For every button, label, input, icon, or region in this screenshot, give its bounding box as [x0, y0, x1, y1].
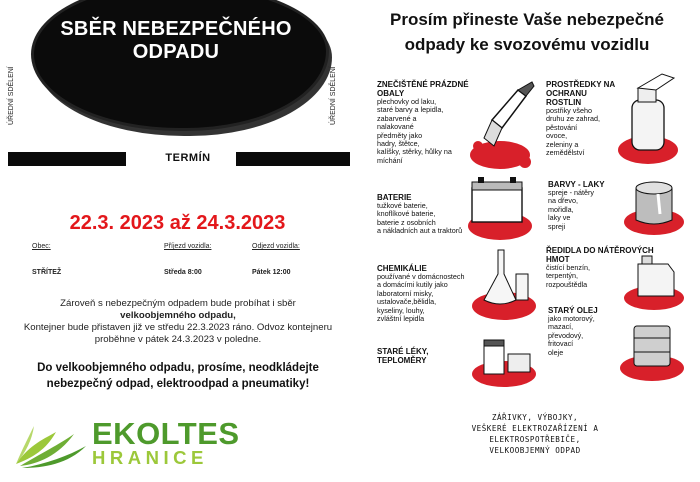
- paint-brush-icon: [470, 80, 540, 175]
- collection-dates: 22.3. 2023 až 24.3.2023: [69, 212, 286, 234]
- spray-bottle-icon: [618, 70, 688, 170]
- warning-text: Do velkoobjemného odpadu, prosíme, neodkládejte nebezpečný odpad, elektroodpad a pneumatiky!: [37, 362, 319, 390]
- bottom-notice: ZÁŘIVKY, VÝBOJKY, VEŠKERÉ ELEKTROZAŘÍZENÍ A ELEKTROSPOTŘEBIČE, VELKOOBJEMNÝ ODPAD: [471, 413, 599, 455]
- category-packaging: ZNEČIŠTĚNÉ PRÁZDNÉ OBALY plechovky od laku, staré barvy a lepidla, zabarvené a nalakované předměty jako hadry, štětce, kalíšky, stěrky, hůlky na míchání: [377, 80, 469, 165]
- car-battery-icon: [462, 174, 534, 244]
- logo-name: EKOLTES: [92, 416, 240, 451]
- info-paragraph: Zároveň s nebezpečným odpadem bude probíhat i sběr velkoobjemného odpadu, Kontejner bude přistaven již ve středu 22.3.2023 ráno. Odvoz kontejneru proběhne v pátek 24.3.2023 v poledne.: [23, 298, 333, 345]
- black-bar-left: [8, 152, 126, 166]
- oil-barrel-icon: [616, 316, 688, 386]
- termin-label: TERMÍN: [165, 152, 211, 164]
- medicine-icon: [468, 334, 540, 390]
- category-old-oil: STARÝ OLEJ jako motorový, mazací, převodový, fritovací oleje: [548, 306, 598, 357]
- category-chemicals: CHEMIKÁLIE používané v domácnostech a domácími kutily jako laboratorní misky, ustalovače,bělidla, kyseliny, louhy, zvláštní lepidla: [377, 264, 465, 324]
- category-batteries: BATERIE tužkové baterie, knoflíkové baterie, baterie z osobních a nákladních aut a traktorů: [377, 193, 463, 236]
- category-thinners: ŘEDIDLA DO NÁTĚROVÝCH HMOT čistící benzín, terpentýn, rozpouštědla: [546, 246, 654, 289]
- header-obec: Obec:: [32, 243, 51, 250]
- value-prijezd: Středa 8:00: [164, 269, 202, 276]
- value-odjezd: Pátek 12:00: [252, 269, 291, 276]
- canister-icon: [622, 250, 688, 312]
- vertical-label-left: ÚŘEDNÍ SDĚLENÍ: [8, 66, 15, 125]
- vertical-label-right: ÚŘEDNÍ SDĚLENÍ: [330, 66, 337, 125]
- header-odjezd: Odjezd vozidla:: [252, 243, 300, 250]
- leaf-logo-icon: [12, 420, 90, 470]
- black-bar-right: [236, 152, 350, 166]
- category-paints: BARVY - LAKY spreje - nátěry na dřevo, mořidla, laky ve spreji: [548, 180, 605, 231]
- category-medicines: STARÉ LÉKY, TEPLOMĚRY: [377, 347, 429, 365]
- paint-can-icon: [622, 176, 688, 238]
- lab-flask-icon: [470, 244, 540, 324]
- category-plant-protection: PROSTŘEDKY NA OCHRANU ROSTLIN postřiky všeho druhu ze zahrad, pěstování ovoce, zeleniny a zemědělství: [546, 80, 616, 158]
- header-prijezd: Příjezd vozidla:: [164, 243, 212, 250]
- logo-city: HRANICE: [92, 447, 208, 468]
- poster-title: SBĚR NEBEZPEČNÉHO ODPADU: [60, 18, 292, 63]
- right-title: Prosím přineste Vaše nebezpečné odpady ke svozovému vozidlu: [389, 10, 664, 54]
- value-obec: STŘÍTEŽ: [32, 269, 62, 276]
